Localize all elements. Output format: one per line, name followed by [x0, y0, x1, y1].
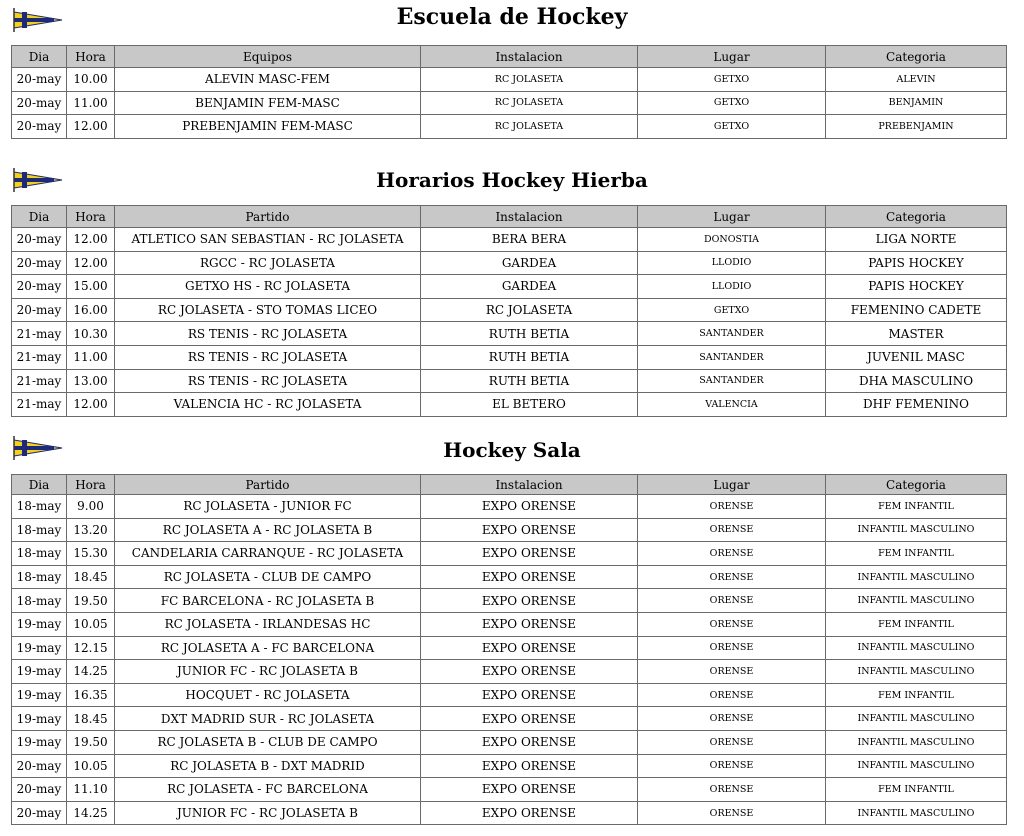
place-cell: ORENSE [638, 542, 826, 566]
day-cell: 19-may [12, 730, 67, 754]
venue-cell: EXPO ORENSE [421, 636, 638, 660]
category-cell: FEMENINO CADETE [826, 298, 1007, 322]
day-cell: 18-may [12, 589, 67, 613]
venue-cell: BERA BERA [421, 228, 638, 252]
day-cell: 19-may [12, 683, 67, 707]
time-cell: 14.25 [67, 801, 115, 825]
match-cell: RC JOLASETA B - CLUB DE CAMPO [115, 730, 421, 754]
table-row [12, 683, 1007, 707]
category-cell: PAPIS HOCKEY [826, 275, 1007, 299]
venue-cell: GARDEA [421, 275, 638, 299]
time-cell: 13.20 [67, 518, 115, 542]
table-row [12, 393, 1007, 417]
day-cell: 20-may [12, 298, 67, 322]
match-cell: HOCQUET - RC JOLASETA [115, 683, 421, 707]
time-cell: 10.00 [67, 68, 115, 92]
table-row [12, 275, 1007, 299]
day-cell: 20-may [12, 115, 67, 139]
match-cell: RS TENIS - RC JOLASETA [115, 345, 421, 369]
day-cell: 20-may [12, 778, 67, 802]
place-cell: DONOSTIA [638, 228, 826, 252]
day-cell: 19-may [12, 636, 67, 660]
time-cell: 11.00 [67, 91, 115, 115]
day-cell: 19-may [12, 660, 67, 684]
category-cell: FEM INFANTIL [826, 612, 1007, 636]
place-cell: SANTANDER [638, 322, 826, 346]
category-cell: PREBENJAMIN [826, 115, 1007, 139]
column-header-place: Lugar [638, 46, 826, 68]
day-cell: 18-may [12, 518, 67, 542]
day-cell: 19-may [12, 707, 67, 731]
time-cell: 9.00 [67, 495, 115, 519]
place-cell: ORENSE [638, 589, 826, 613]
venue-cell: RC JOLASETA [421, 91, 638, 115]
column-header-day: Dia [12, 206, 67, 228]
time-cell: 18.45 [67, 565, 115, 589]
venue-cell: RC JOLASETA [421, 115, 638, 139]
category-cell: INFANTIL MASCULINO [826, 589, 1007, 613]
time-cell: 10.05 [67, 754, 115, 778]
schedule-table-hierba [11, 205, 1007, 417]
venue-cell: EXPO ORENSE [421, 707, 638, 731]
column-header-place: Lugar [638, 475, 826, 495]
place-cell: LLODIO [638, 275, 826, 299]
table-header-row [12, 475, 1007, 495]
venue-cell: RC JOLASETA [421, 298, 638, 322]
day-cell: 18-may [12, 495, 67, 519]
section-title: Escuela de Hockey [396, 4, 628, 30]
venue-cell: EXPO ORENSE [421, 683, 638, 707]
day-cell: 20-may [12, 228, 67, 252]
table-row [12, 369, 1007, 393]
day-cell: 21-may [12, 345, 67, 369]
venue-cell: RUTH BETIA [421, 345, 638, 369]
match-cell: PREBENJAMIN FEM-MASC [115, 115, 421, 139]
category-cell: DHA MASCULINO [826, 369, 1007, 393]
time-cell: 12.00 [67, 251, 115, 275]
venue-cell: EXPO ORENSE [421, 801, 638, 825]
time-cell: 15.30 [67, 542, 115, 566]
match-cell: GETXO HS - RC JOLASETA [115, 275, 421, 299]
column-header-venue: Instalacion [421, 46, 638, 68]
category-cell: INFANTIL MASCULINO [826, 518, 1007, 542]
venue-cell: EXPO ORENSE [421, 495, 638, 519]
place-cell: SANTANDER [638, 369, 826, 393]
place-cell: ORENSE [638, 754, 826, 778]
category-cell: INFANTIL MASCULINO [826, 801, 1007, 825]
day-cell: 18-may [12, 565, 67, 589]
match-cell: JUNIOR FC - RC JOLASETA B [115, 801, 421, 825]
place-cell: ORENSE [638, 778, 826, 802]
day-cell: 20-may [12, 801, 67, 825]
place-cell: LLODIO [638, 251, 826, 275]
time-cell: 16.35 [67, 683, 115, 707]
match-cell: FC BARCELONA - RC JOLASETA B [115, 589, 421, 613]
table-row [12, 115, 1007, 139]
category-cell: FEM INFANTIL [826, 542, 1007, 566]
column-header-venue: Instalacion [421, 206, 638, 228]
column-header-category: Categoria [826, 206, 1007, 228]
time-cell: 16.00 [67, 298, 115, 322]
table-row [12, 495, 1007, 519]
table-row [12, 345, 1007, 369]
table-row [12, 754, 1007, 778]
day-cell: 21-may [12, 369, 67, 393]
place-cell: VALENCIA [638, 393, 826, 417]
day-cell: 21-may [12, 322, 67, 346]
column-header-match: Partido [115, 206, 421, 228]
match-cell: RC JOLASETA A - FC BARCELONA [115, 636, 421, 660]
venue-cell: GARDEA [421, 251, 638, 275]
time-cell: 12.00 [67, 115, 115, 139]
category-cell: JUVENIL MASC [826, 345, 1007, 369]
schedule-table-escuela [11, 45, 1007, 139]
day-cell: 20-may [12, 91, 67, 115]
venue-cell: EXPO ORENSE [421, 778, 638, 802]
time-cell: 19.50 [67, 589, 115, 613]
category-cell: FEM INFANTIL [826, 683, 1007, 707]
match-cell: RC JOLASETA - CLUB DE CAMPO [115, 565, 421, 589]
place-cell: ORENSE [638, 683, 826, 707]
match-cell: ALEVIN MASC-FEM [115, 68, 421, 92]
category-cell: MASTER [826, 322, 1007, 346]
day-cell: 20-may [12, 68, 67, 92]
column-header-time: Hora [67, 206, 115, 228]
place-cell: ORENSE [638, 565, 826, 589]
match-cell: BENJAMIN FEM-MASC [115, 91, 421, 115]
venue-cell: RUTH BETIA [421, 369, 638, 393]
match-cell: ATLETICO SAN SEBASTIAN - RC JOLASETA [115, 228, 421, 252]
table-row [12, 707, 1007, 731]
day-cell: 20-may [12, 251, 67, 275]
category-cell: FEM INFANTIL [826, 495, 1007, 519]
time-cell: 19.50 [67, 730, 115, 754]
category-cell: DHF FEMENINO [826, 393, 1007, 417]
venue-cell: RUTH BETIA [421, 322, 638, 346]
place-cell: ORENSE [638, 801, 826, 825]
time-cell: 15.00 [67, 275, 115, 299]
time-cell: 18.45 [67, 707, 115, 731]
category-cell: INFANTIL MASCULINO [826, 707, 1007, 731]
table-row [12, 801, 1007, 825]
section-title: Hockey Sala [443, 438, 581, 462]
time-cell: 10.30 [67, 322, 115, 346]
match-cell: RC JOLASETA - STO TOMAS LICEO [115, 298, 421, 322]
column-header-match: Equipos [115, 46, 421, 68]
table-row [12, 612, 1007, 636]
column-header-category: Categoria [826, 46, 1007, 68]
venue-cell: EXPO ORENSE [421, 589, 638, 613]
time-cell: 13.00 [67, 369, 115, 393]
category-cell: INFANTIL MASCULINO [826, 730, 1007, 754]
column-header-time: Hora [67, 46, 115, 68]
place-cell: ORENSE [638, 612, 826, 636]
day-cell: 20-may [12, 275, 67, 299]
venue-cell: EXPO ORENSE [421, 542, 638, 566]
column-header-time: Hora [67, 475, 115, 495]
category-cell: ALEVIN [826, 68, 1007, 92]
column-header-venue: Instalacion [421, 475, 638, 495]
column-header-match: Partido [115, 475, 421, 495]
match-cell: RGCC - RC JOLASETA [115, 251, 421, 275]
category-cell: LIGA NORTE [826, 228, 1007, 252]
table-header-row [12, 206, 1007, 228]
place-cell: GETXO [638, 91, 826, 115]
match-cell: RS TENIS - RC JOLASETA [115, 322, 421, 346]
venue-cell: EXPO ORENSE [421, 565, 638, 589]
venue-cell: EXPO ORENSE [421, 612, 638, 636]
venue-cell: EXPO ORENSE [421, 660, 638, 684]
day-cell: 21-may [12, 393, 67, 417]
table-row [12, 730, 1007, 754]
table-row [12, 91, 1007, 115]
category-cell: BENJAMIN [826, 91, 1007, 115]
match-cell: JUNIOR FC - RC JOLASETA B [115, 660, 421, 684]
category-cell: PAPIS HOCKEY [826, 251, 1007, 275]
column-header-day: Dia [12, 475, 67, 495]
category-cell: INFANTIL MASCULINO [826, 660, 1007, 684]
table-row [12, 298, 1007, 322]
match-cell: DXT MADRID SUR - RC JOLASETA [115, 707, 421, 731]
match-cell: VALENCIA HC - RC JOLASETA [115, 393, 421, 417]
table-row [12, 228, 1007, 252]
place-cell: ORENSE [638, 730, 826, 754]
place-cell: ORENSE [638, 636, 826, 660]
day-cell: 20-may [12, 754, 67, 778]
match-cell: CANDELARIA CARRANQUE - RC JOLASETA [115, 542, 421, 566]
match-cell: RC JOLASETA A - RC JOLASETA B [115, 518, 421, 542]
place-cell: GETXO [638, 68, 826, 92]
table-row [12, 68, 1007, 92]
category-cell: INFANTIL MASCULINO [826, 565, 1007, 589]
column-header-place: Lugar [638, 206, 826, 228]
column-header-day: Dia [12, 46, 67, 68]
time-cell: 10.05 [67, 612, 115, 636]
place-cell: ORENSE [638, 660, 826, 684]
time-cell: 12.00 [67, 393, 115, 417]
category-cell: INFANTIL MASCULINO [826, 754, 1007, 778]
schedule-table-sala [11, 474, 1007, 825]
category-cell: FEM INFANTIL [826, 778, 1007, 802]
venue-cell: RC JOLASETA [421, 68, 638, 92]
place-cell: ORENSE [638, 495, 826, 519]
table-row [12, 778, 1007, 802]
place-cell: GETXO [638, 298, 826, 322]
time-cell: 14.25 [67, 660, 115, 684]
table-row [12, 660, 1007, 684]
match-cell: RC JOLASETA B - DXT MADRID [115, 754, 421, 778]
place-cell: GETXO [638, 115, 826, 139]
place-cell: SANTANDER [638, 345, 826, 369]
section-title: Horarios Hockey Hierba [376, 168, 648, 192]
match-cell: RS TENIS - RC JOLASETA [115, 369, 421, 393]
time-cell: 12.00 [67, 228, 115, 252]
venue-cell: EXPO ORENSE [421, 730, 638, 754]
venue-cell: EXPO ORENSE [421, 518, 638, 542]
match-cell: RC JOLASETA - IRLANDESAS HC [115, 612, 421, 636]
table-row [12, 636, 1007, 660]
table-row [12, 589, 1007, 613]
place-cell: ORENSE [638, 518, 826, 542]
venue-cell: EL BETERO [421, 393, 638, 417]
day-cell: 18-may [12, 542, 67, 566]
table-row [12, 251, 1007, 275]
time-cell: 11.10 [67, 778, 115, 802]
time-cell: 12.15 [67, 636, 115, 660]
match-cell: RC JOLASETA - JUNIOR FC [115, 495, 421, 519]
table-row [12, 565, 1007, 589]
place-cell: ORENSE [638, 707, 826, 731]
venue-cell: EXPO ORENSE [421, 754, 638, 778]
table-header-row [12, 46, 1007, 68]
table-row [12, 518, 1007, 542]
match-cell: RC JOLASETA - FC BARCELONA [115, 778, 421, 802]
column-header-category: Categoria [826, 475, 1007, 495]
time-cell: 11.00 [67, 345, 115, 369]
table-row [12, 542, 1007, 566]
day-cell: 19-may [12, 612, 67, 636]
category-cell: INFANTIL MASCULINO [826, 636, 1007, 660]
table-row [12, 322, 1007, 346]
